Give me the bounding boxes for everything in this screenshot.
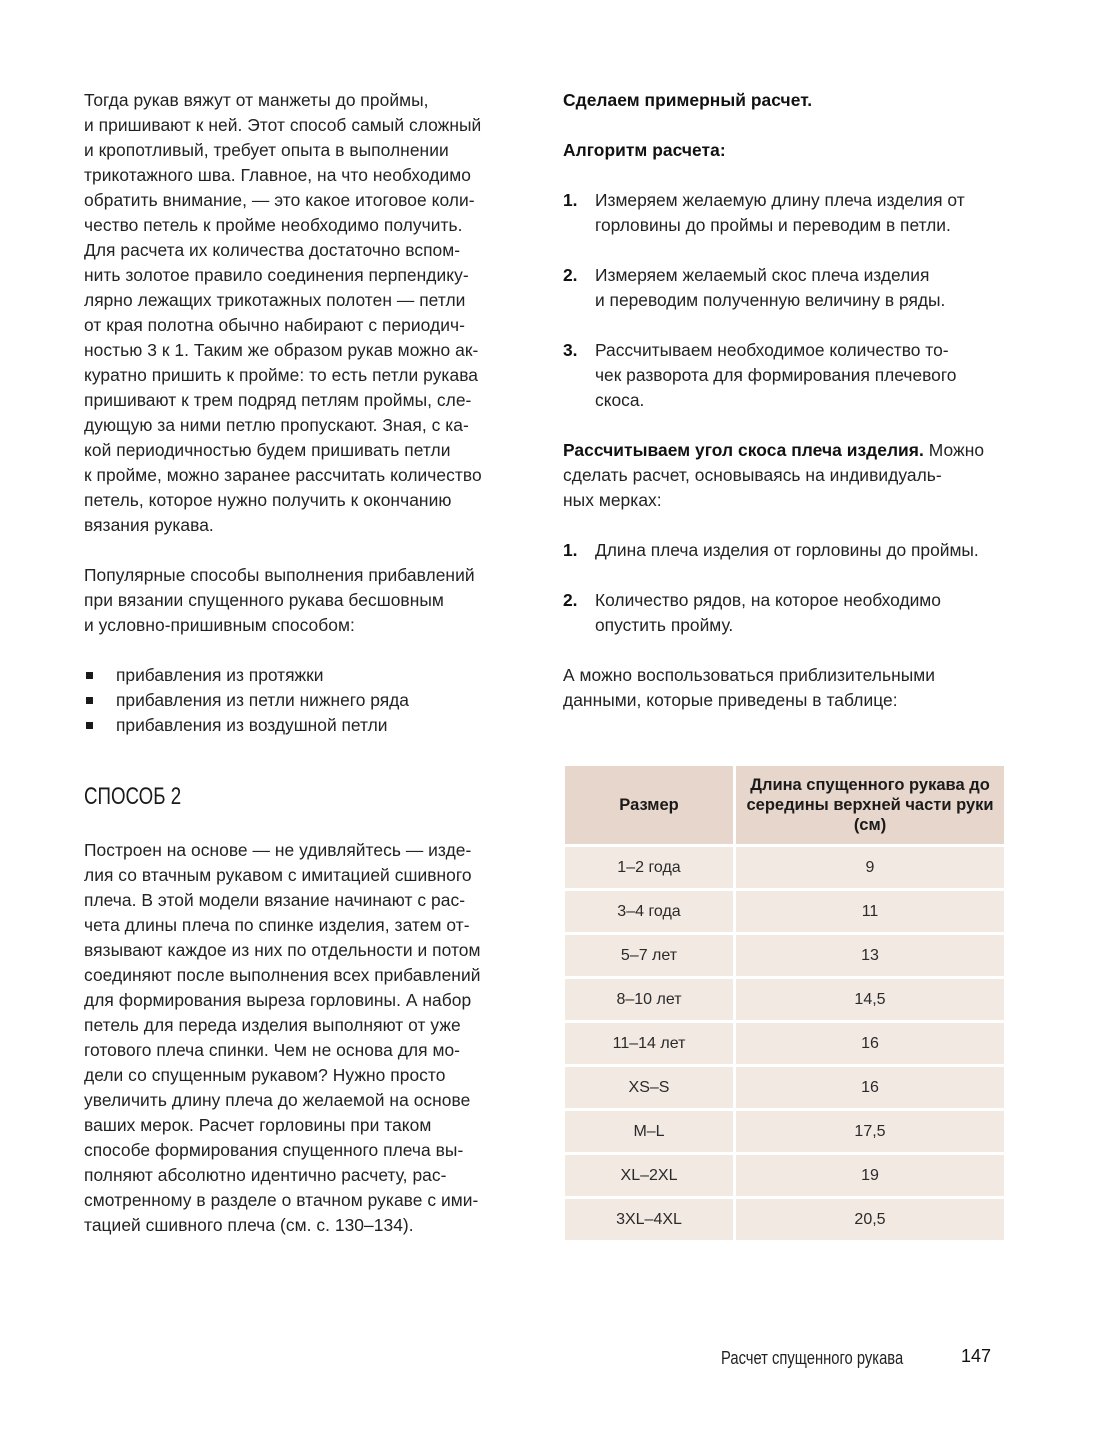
cell-size: M–L [565,1111,733,1152]
text-line: А можно воспользоваться приблизительными [563,665,936,685]
cell-sleeve-length: 11 [736,891,1004,932]
text-line: ностью 3 к 1. Таким же образом рукав можно ак- [84,340,479,360]
running-footer-title: Расчет спущенного рукава [721,1348,904,1368]
cell-sleeve-length: 16 [736,1067,1004,1108]
list-number: 1. [563,190,578,210]
text-line: вязывают каждое из них по отдельности и потом [84,940,481,960]
cell-size: XS–S [565,1067,733,1108]
text-line: чек разворота для формирования плечевого [595,365,957,385]
list-number: 2. [563,265,578,285]
cell-sleeve-length: 14,5 [736,979,1004,1020]
paragraph-angle [563,438,1013,513]
text-line: тацией сшивного плеча (см. с. 130–134). [84,1215,414,1235]
section-heading-method-2: СПОСОБ 2 [84,783,182,810]
table-row [565,1067,1004,1108]
heading-algorithm: Алгоритм расчета: [563,140,726,160]
text-line: при вязании спущенного рукава бесшовным [84,590,444,610]
text-line: куратно пришить к пройме: то есть петли рукава [84,365,479,385]
table-row [565,1111,1004,1152]
paragraph-table-intro [563,663,1013,713]
text-line: дующую за ними петлю пропускают. Зная, с ка- [84,415,469,435]
text-line: увеличить длину плеча до желаемой на основе [84,1090,471,1110]
table-row [565,1155,1004,1196]
text-line: способе формирования спущенного плеча вы- [84,1140,464,1160]
bullet-square-icon [86,672,93,679]
text-line: вязания рукава. [84,515,214,535]
text-line: для формирования выреза горловины. А набор [84,990,472,1010]
text-line: Построен на основе — не удивляйтесь — изде- [84,840,472,860]
table-row [565,1023,1004,1064]
text-line: и условно-пришивным способом: [84,615,355,635]
text-line: опустить пройму. [595,615,734,635]
page-number: 147 [961,1346,992,1366]
left-column [84,88,536,738]
table-row [565,979,1004,1020]
cell-size: XL–2XL [565,1155,733,1196]
cell-size: 3XL–4XL [565,1199,733,1240]
text-line: ных мерках: [563,490,662,510]
bullet-square-icon [86,697,93,704]
list-item [563,188,1013,238]
text-line: смотренному в разделе о втачном рукаве с ими- [84,1190,479,1210]
algorithm-list [563,188,1013,413]
text-line: лярно лежащих трикотажных полотен — петли [84,290,466,310]
text-line: нить золотое правило соединения перпендику- [84,265,469,285]
list-number: 1. [563,540,578,560]
text-line: петель для переда изделия выполняют от уже [84,1015,461,1035]
text-line: Рассчитываем необходимое количество то- [595,340,949,360]
list-number: 3. [563,340,578,360]
right-column [563,88,1013,738]
text-line: кой периодичностью будем пришивать петли [84,440,451,460]
text-line: горловины до проймы и переводим в петли. [595,215,951,235]
text-line: Популярные способы выполнения прибавлений [84,565,475,585]
list-number: 2. [563,590,578,610]
cell-size: 5–7 лет [565,935,733,976]
measures-list [563,538,1013,638]
text-line: ваших мерок. Расчет горловины при таком [84,1115,432,1135]
text-line: обратить внимание, — это какое итоговое коли- [84,190,475,210]
cell-sleeve-length: 9 [736,847,1004,888]
increase-methods-list [84,663,536,738]
cell-size: 3–4 года [565,891,733,932]
paragraph-method-2 [84,838,536,1238]
text-line: и пришивают к ней. Этот способ самый сложный [84,115,482,135]
text-line: данными, которые приведены в таблице: [563,690,898,710]
paragraph-sleeve-sewing [84,88,536,538]
heading-sample-calc: Сделаем примерный расчет. [563,90,813,110]
list-item: прибавления из петли нижнего ряда [84,688,536,713]
text-line: пришивают к трем подряд петлям проймы, сле- [84,390,472,410]
text-line: Тогда рукав вяжут от манжеты до проймы, [84,90,429,110]
list-item: прибавления из протяжки [84,663,536,688]
cell-sleeve-length: 20,5 [736,1199,1004,1240]
cell-sleeve-length: 19 [736,1155,1004,1196]
text-line: петель, которое нужно получить к окончанию [84,490,452,510]
left-column-method2 [84,838,536,1263]
text-line: соединяют после выполнения всех прибавлений [84,965,481,985]
cell-sleeve-length: 16 [736,1023,1004,1064]
text-line: полняют абсолютно идентично расчету, рас- [84,1165,447,1185]
paragraph-increase-methods [84,563,536,638]
column-header-sleeve-length: Длина спущенного рукава до середины верхней части руки (см) [736,766,1004,844]
text-line: Количество рядов, на которое необходимо [595,590,941,610]
list-item [563,338,1013,413]
list-item [563,263,1013,313]
text-line: и переводим полученную величину в ряды. [595,290,946,310]
cell-size: 8–10 лет [565,979,733,1020]
column-header-size: Размер [565,766,733,844]
sleeve-length-table [562,763,1007,1243]
text-line: лия со втачным рукавом с имитацией сшивного [84,865,472,885]
list-item [563,538,1013,563]
text-line: от края полотна обычно набирают с периодич- [84,315,465,335]
text-line: Рассчитываем угол скоса плеча изделия. Можно [563,440,985,460]
text-line: дели со спущенным рукавом? Нужно просто [84,1065,446,1085]
list-item [563,588,1013,638]
text-line: готового плеча спинки. Чем не основа для мо- [84,1040,461,1060]
bold-lead: Рассчитываем угол скоса плеча изделия. [563,440,924,460]
text-line: трикотажного шва. Главное, на что необходимо [84,165,471,185]
text-line: Измеряем желаемую длину плеча изделия от [595,190,965,210]
list-item: прибавления из воздушной петли [84,713,536,738]
table-row [565,847,1004,888]
text-line: Длина плеча изделия от горловины до проймы. [595,540,979,560]
text-line: сделать расчет, основываясь на индивидуаль- [563,465,942,485]
text-line: к пройме, можно заранее рассчитать количество [84,465,482,485]
cell-size: 1–2 года [565,847,733,888]
cell-sleeve-length: 13 [736,935,1004,976]
text-line: чета длины плеча по спинке изделия, затем от- [84,915,470,935]
table-row [565,1199,1004,1240]
table-row [565,935,1004,976]
cell-sleeve-length: 17,5 [736,1111,1004,1152]
bullet-square-icon [86,722,93,729]
table-row [565,891,1004,932]
text-line: Измеряем желаемый скос плеча изделия [595,265,930,285]
text-line: скоса. [595,390,645,410]
text-line: плеча. В этой модели вязание начинают с рас- [84,890,466,910]
text-line: и кропотливый, требует опыта в выполнении [84,140,449,160]
table-header-row [565,766,1004,844]
text-line: Для расчета их количества достаточно вспом- [84,240,461,260]
text-line: чество петель к пройме необходимо получить. [84,215,463,235]
cell-size: 11–14 лет [565,1023,733,1064]
